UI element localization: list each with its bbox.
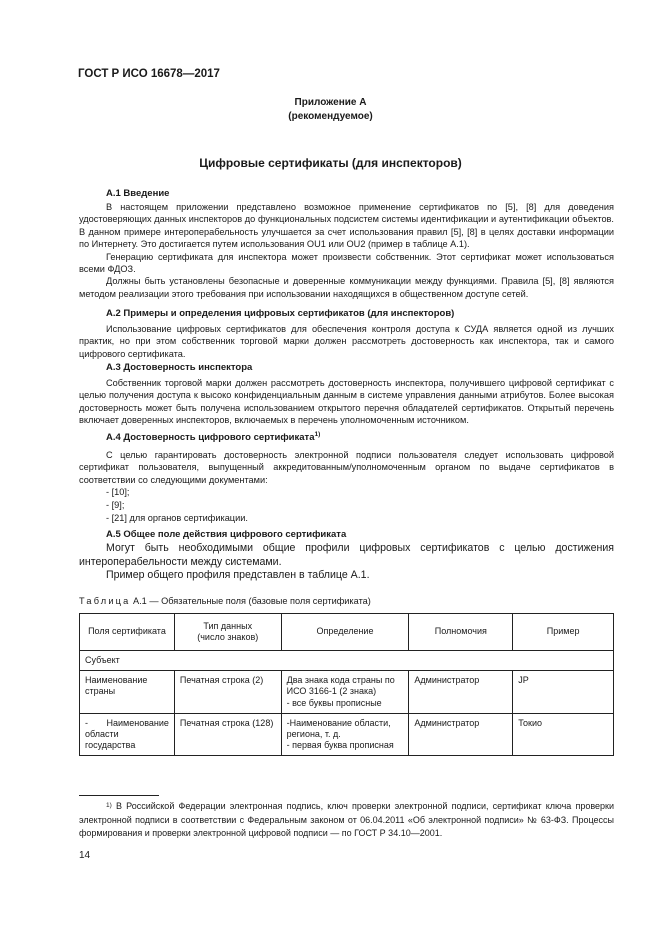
list-item: - [9]; bbox=[106, 500, 125, 510]
group-cell: Субъект bbox=[80, 651, 614, 671]
section-a3-body bbox=[79, 377, 614, 427]
table-cell: Печатная строка (2) bbox=[174, 671, 281, 714]
table-header-row bbox=[80, 614, 614, 651]
section-a5-title: А.5 Общее поле действия цифрового сертификата bbox=[106, 529, 347, 540]
annex-heading: Цифровые сертификаты (для инспекторов) bbox=[199, 156, 462, 170]
section-a4-body bbox=[79, 449, 614, 486]
document-code: ГОСТ Р ИСО 16678—2017 bbox=[78, 68, 220, 80]
paragraph: Использование цифровых сертификатов для обеспечения контроля доступа к СУДА является одной из лучших практик, но при этом собственник торговой марки должен рассмотреть достоверность как инспектора, так и самого цифрового сертификата. bbox=[79, 324, 614, 359]
list-item: - [10]; bbox=[106, 487, 130, 497]
table-cell: JP bbox=[513, 671, 614, 714]
table-cell: Печатная строка (128) bbox=[174, 713, 281, 756]
section-a5-body bbox=[79, 542, 614, 583]
list-item: - [21] для органов сертификации. bbox=[106, 513, 248, 523]
table-group-row bbox=[80, 651, 614, 671]
section-a1-title: А.1 Введение bbox=[106, 188, 170, 199]
table-cell: Администратор bbox=[409, 713, 513, 756]
paragraph: Собственник торговой марки должен рассмотреть достоверность инспектора, получившего цифровой сертификат с целью получения доступа к высоко конфиденциальным данным в системе управления данными атрибутов. Более высокая достоверность может быть получена использованием открытого перечня обладателей сертификатов. Открытый перечень включает доверенных инспекторов, включаемых в перечень уполномоченным источником. bbox=[79, 378, 614, 426]
table-caption bbox=[79, 596, 371, 606]
column-header: Тип данных (число знаков) bbox=[174, 614, 281, 651]
section-a2-title: А.2 Примеры и определения цифровых сертификатов (для инспекторов) bbox=[106, 308, 455, 319]
section-a2-body bbox=[79, 323, 614, 360]
section-a3-title: А.3 Достоверность инспектора bbox=[106, 362, 253, 373]
paragraph: Генерацию сертификата для инспектора может произвести собственник. Этот сертификат может использоваться всеми ФДОЗ. bbox=[79, 251, 614, 275]
paragraph: С целью гарантировать достоверность электронной подписи пользователя следует использовать цифровой сертификат пользователя, выпущенный аккредитованным/уполномоченным органом по выдаче сертификатов в соответствии со следующими документами: bbox=[79, 450, 614, 485]
paragraph: Могут быть необходимыми общие профили цифровых сертификатов с целью достижения интероперабельности между системами. bbox=[79, 542, 614, 568]
table-cell: -Наименование области, региона, т. д. - первая буква прописная bbox=[281, 713, 409, 756]
table-caption-text: А.1 — Обязательные поля (базовые поля сертификата) bbox=[130, 596, 371, 606]
table-row bbox=[80, 713, 614, 756]
page-number: 14 bbox=[79, 850, 91, 861]
table-row bbox=[80, 671, 614, 714]
column-header: Пример bbox=[513, 614, 614, 651]
table-cell: Два знака кода страны по ИСО 3166-1 (2 знака) - все буквы прописные bbox=[281, 671, 409, 714]
paragraph: Должны быть установлены безопасные и доверенные коммуникации между функциями. Правила [5], [8] являются методом реализации этого требования при использовании находящихся в общественном доступе сетей. bbox=[79, 276, 614, 299]
paragraph: Пример общего профиля представлен в таблице А.1. bbox=[106, 569, 370, 581]
footnote-mark: 1) bbox=[106, 802, 112, 809]
paragraph: В настоящем приложении представлено возможное применение сертификатов по [5], [8] для доведения удостоверяющих данных инспекторов до функциональных подсистем системы идентификации и аутентификации объектов. В данном примере интероперабельность улучшается за счет использования правил [5], [8] в целях доставки информации по Интернету. Это достигается путем использования OU1 или OU2 (пример в таблице А.1). bbox=[79, 202, 614, 250]
section-a4-title-text: А.4 Достоверность цифрового сертификата bbox=[106, 432, 315, 443]
section-a1-body bbox=[79, 201, 614, 300]
column-header: Поля сертификата bbox=[80, 614, 175, 651]
section-a4-title bbox=[106, 432, 320, 443]
footnote bbox=[79, 800, 614, 841]
column-header: Определение bbox=[281, 614, 409, 651]
table-cell: Наименование страны bbox=[80, 671, 175, 714]
footnote-text: В Российской Федерации электронная подпись, ключ проверки электронной подписи, сертификат ключа проверки электронной подписи в соответствии с Федеральным законом от 06.04.2011 «Об электронной подписи» № 63-ФЗ. Процессы формирования и проверки электронной цифровой подписи — по ГОСТ Р 34.10—2001. bbox=[79, 801, 614, 838]
reference-list bbox=[106, 486, 248, 525]
footnote-ref: 1) bbox=[314, 431, 321, 438]
footnote-divider bbox=[79, 795, 159, 796]
certificate-fields-table bbox=[79, 613, 614, 756]
table-cell: - Наименование области государства bbox=[80, 713, 175, 756]
annex-title: Приложение А bbox=[294, 97, 367, 108]
table-cell: Токио bbox=[513, 713, 614, 756]
table-caption-label: Таблица bbox=[79, 596, 131, 606]
annex-status: (рекомендуемое) bbox=[288, 111, 373, 122]
column-header: Полномочия bbox=[409, 614, 513, 651]
table-cell: Администратор bbox=[409, 671, 513, 714]
